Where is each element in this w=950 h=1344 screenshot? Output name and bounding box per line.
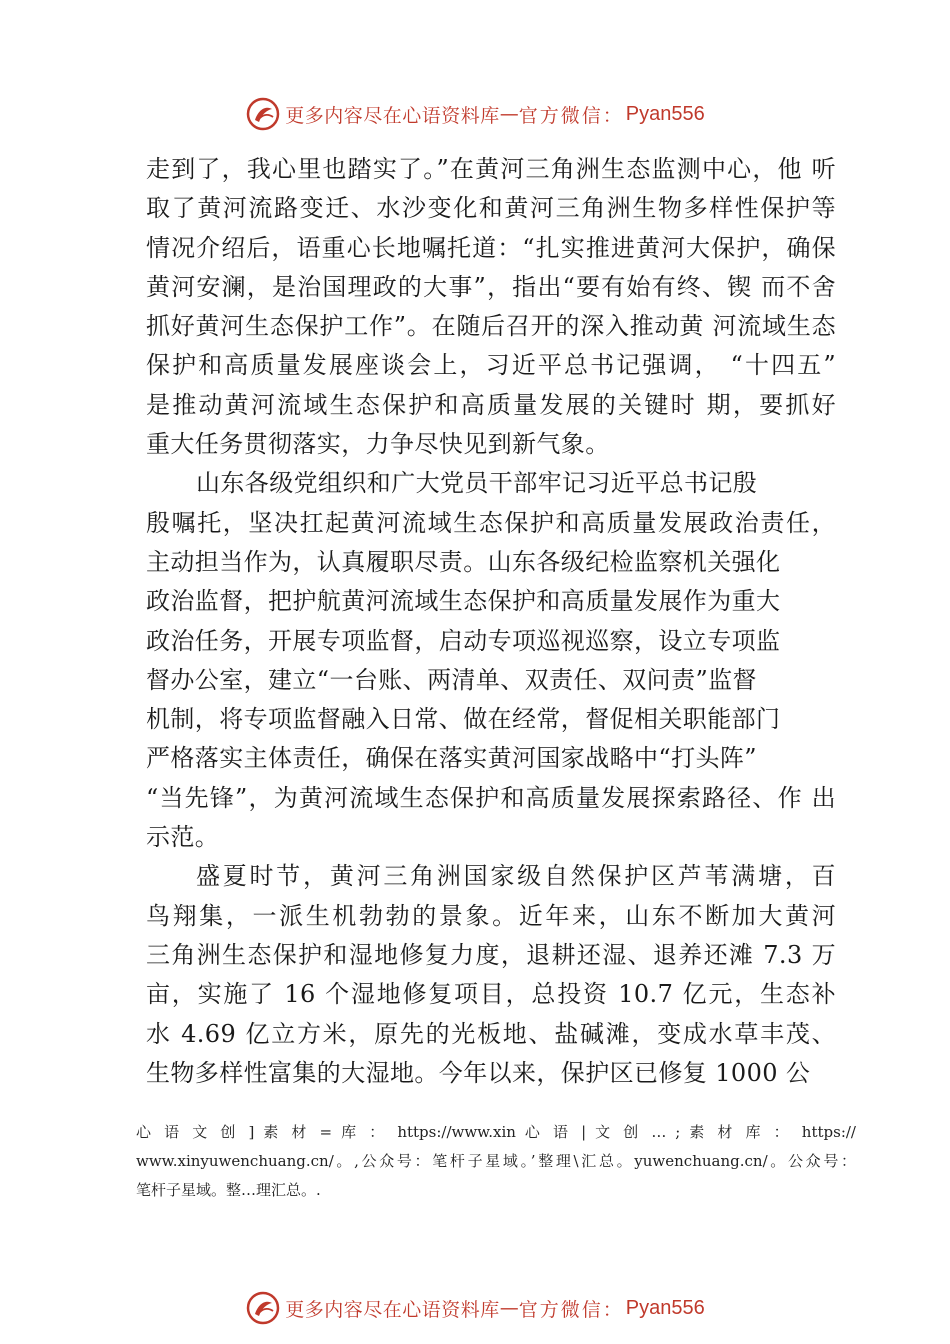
banner-wechat-id: Pyan556 [625, 102, 705, 125]
text-line: 水 4.69 亿立方米，原先的光板地、盐碱滩，变成水草丰茂、 [146, 1019, 836, 1048]
header-banner [0, 94, 950, 134]
banner-wechat-label: 官方微信： [518, 1298, 624, 1321]
text-line: 生物多样性富集的大湿地。今年以来，保护区已修复 1000 公 [146, 1058, 811, 1087]
text-line: 督办公室，建立“一台账、两清单、双责任、双问责”监督 [146, 665, 757, 694]
banner-title: 更多内容尽在心语资料库 [285, 104, 500, 127]
banner-dash: — [499, 103, 519, 125]
text-line: 三角洲生态保护和湿地修复力度，退耕还湿、退养还滩 7.3 万 [146, 940, 836, 969]
text-line: 抓好黄河生态保护工作”。在随后召开的深入推动黄 河流域生态 [146, 312, 836, 341]
text-line: 情况介绍后，语重心长地嘱托道：“扎实推进黄河大保护，确保 [146, 233, 836, 262]
footnote [136, 1118, 856, 1205]
text-line: 殷嘱托，坚决扛起黄河流域生态保护和高质量发展政治责任， [146, 508, 836, 537]
banner-dash: — [499, 1297, 519, 1319]
text-line: 政治监督，把护航黄河流域生态保护和高质量发展作为重大 [146, 587, 781, 616]
text-line: “当先锋”，为黄河流域生态保护和高质量发展探索路径、作 出 [146, 783, 836, 812]
footer-banner [0, 1288, 950, 1328]
text-line: 示范。 [146, 823, 220, 852]
text-line: 严格落实主体责任，确保在落实黄河国家战略中“打头阵” [146, 744, 757, 773]
text-line: 取了黄河流路变迁、水沙变化和黄河三角洲生物多样性保护等 [146, 194, 836, 223]
text-line: 是推动黄河流域生态保护和高质量发展的关键时 期，要抓好 [146, 390, 836, 419]
text-line: 重大任务贯彻落实，力争尽快见到新气象。 [146, 430, 610, 459]
text-line: 政治任务，开展专项监督，启动专项巡视巡察，设立专项监 [146, 626, 781, 655]
text-line: 主动担当作为，认真履职尽责。山东各级纪检监察机关强化 [146, 547, 781, 576]
footnote-line: 心 语 文 创 ] 素 材 = 库 ： https://www.xin 心 语 | 文 创 … ; 素 材 库 ： https:// [136, 1123, 856, 1141]
text-line: 机制，将专项监督融入日常、做在经常，督促相关职能部门 [146, 705, 781, 734]
banner-wechat-label: 官方微信： [518, 104, 624, 127]
text-line: 山东各级党组织和广大党员干部牢记习近平总书记殷 [196, 469, 758, 498]
text-line: 亩，实施了 16 个湿地修复项目，总投资 10.7 亿元，生态补 [146, 980, 836, 1009]
brand-logo-icon [245, 96, 281, 132]
text-line: 保护和高质量发展座谈会上，习近平总书记强调， “十四五” [146, 351, 836, 380]
footnote-line: www.xinyuwenchuang.cn/。,公众号：笔杆子星域。’整理\汇总。yuwenchuang.cn/。公众号： [136, 1152, 856, 1170]
banner-title: 更多内容尽在心语资料库 [285, 1298, 500, 1321]
brand-logo-icon [245, 1290, 281, 1326]
text-line: 鸟翔集，一派生机勃勃的景象。近年来，山东不断加大黄河 [146, 901, 836, 930]
article-body [146, 150, 836, 1093]
banner-wechat-id: Pyan556 [625, 1296, 705, 1319]
text-line: 走到了，我心里也踏实了。”在黄河三角洲生态监测中心，他 听 [146, 155, 836, 183]
text-line: 盛夏时节，黄河三角洲国家级自然保护区芦苇满塘，百 [196, 862, 836, 891]
footnote-line: 笔杆子星域。整…理汇总。. [136, 1181, 321, 1199]
text-line: 黄河安澜，是治国理政的大事”，指出“要有始有终、锲 而不舍 [146, 272, 836, 301]
